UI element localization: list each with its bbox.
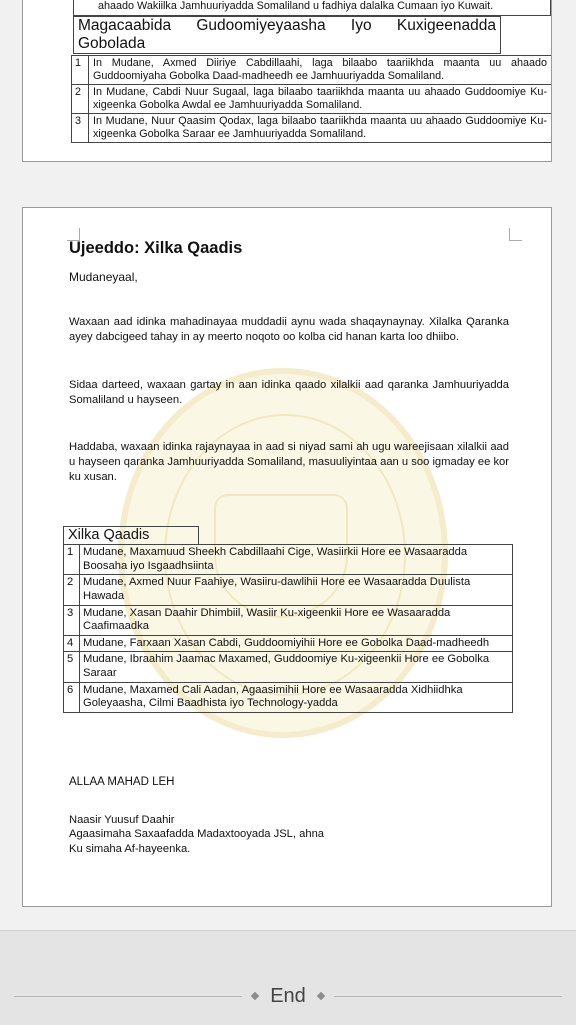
heading-line-2: Gobolada <box>78 35 146 52</box>
row-number: 1 <box>64 545 80 575</box>
table-row <box>64 682 513 712</box>
page-gap <box>0 162 576 207</box>
dismissals-table <box>63 544 513 713</box>
table-row <box>64 605 513 635</box>
table-row <box>72 56 552 85</box>
table-row <box>64 635 513 652</box>
letter-greeting: Mudaneyaal, <box>69 270 138 284</box>
row-text: Mudane, Ibraahim Jaamac Maxamed, Guddoomiye Ku-xigeenkii Hore ee Gobolka Saraar <box>80 652 513 682</box>
row-text: In Mudane, Axmed Diiriye Cabdillaahi, laga bilaabo taariikhda maanta uu ahaado Guddoomiyaha Gobolka Daad-madheedh ee Jamhuuriyadda Somaliland. <box>89 56 552 85</box>
row-number: 6 <box>64 682 80 712</box>
document-page-2 <box>22 207 552 907</box>
row-number: 4 <box>64 635 80 652</box>
end-label: End <box>270 984 306 1007</box>
row-number: 3 <box>64 605 80 635</box>
letter-subject: Ujeeddo: Xilka Qaadis <box>69 239 243 257</box>
diamond-icon <box>317 992 325 1000</box>
diamond-icon <box>251 992 259 1000</box>
row-text: Mudane, Maxamed Cali Aadan, Agaasimihii Hore ee Wasaaradda Xidhiidhka Goleyaasha, Cilmi Baadhista iyo Technology-yadda <box>80 682 513 712</box>
heading-word: Kuxigeenadda <box>396 17 496 34</box>
row-number: 2 <box>72 85 89 114</box>
divider <box>14 996 242 997</box>
appointments-table <box>71 55 552 143</box>
table-row <box>64 652 513 682</box>
end-of-document-bar <box>0 930 576 1025</box>
heading-word: Iyo <box>350 17 372 34</box>
closing-line: ALLAA MAHAD LEH <box>69 775 175 788</box>
divider <box>334 996 562 997</box>
row-text: In Mudane, Nuur Qaasim Qodax, laga bilaabo taariikhda maanta uu ahaado Guddoomiye Ku-xigeenka Gobolka Saraar ee Jamhuuriyadda Somaliland. <box>89 114 552 143</box>
document-page-1 <box>22 0 552 162</box>
row-text: ahaado Wakiilka Jamhuuriyadda Somaliland u fadhiya dalalka Cumaan iyo Kuwait. <box>98 0 494 12</box>
table-row <box>72 114 552 143</box>
row-number: 1 <box>72 56 89 85</box>
section-heading <box>73 16 501 54</box>
row-text: Mudane, Xasan Daahir Dhimbiil, Wasiir Ku-xigeenkii Hore ee Wasaaradda Caafimaadka <box>80 605 513 635</box>
letter-paragraph: Waxaan aad idinka mahadinayaa muddadii aynu wada shaqaynaynay. Xilalka Qaranka ayey dabcigeed tahay in ay meerto noqoto oo kolba cid hanan karta loo dhiibo. <box>69 316 509 343</box>
table-row <box>64 545 513 575</box>
end-marker <box>14 981 562 1011</box>
table-row <box>73 0 551 16</box>
row-number: 2 <box>64 575 80 605</box>
row-text: In Mudane, Cabdi Nuur Sugaal, laga bilaabo taariikhda maanta uu ahaado Guddoomiye Ku-xigeenka Gobolka Awdal ee Jamhuuriyadda Somaliland. <box>89 85 552 114</box>
letter-paragraph: Sidaa darteed, waxaan gartay in aan idinka qaado xilalkii aad qaranka Jamhuuriyadda Somaliland u hayseen. <box>69 379 509 406</box>
signer-role: Ku simaha Af-hayeenka. <box>69 842 191 855</box>
table-row <box>64 575 513 605</box>
row-number: 5 <box>64 652 80 682</box>
table-row <box>72 85 552 114</box>
row-text: Mudane, Farxaan Xasan Cabdi, Guddoomiyihii Hore ee Gobolka Daad-madheedh <box>80 635 513 652</box>
signer-name: Naasir Yuusuf Daahir <box>69 813 175 826</box>
row-text: Mudane, Axmed Nuur Faahiye, Wasiiru-dawlihii Hore ee Wasaaradda Duulista Hawada <box>80 575 513 605</box>
letter-body <box>69 238 509 856</box>
signer-title: Agaasimaha Saxaafadda Madaxtooyada JSL, ahna <box>69 828 325 841</box>
margin-corner-mark <box>509 228 522 241</box>
row-text: Mudane, Maxamuud Sheekh Cabdillaahi Cige, Wasiirkii Hore ee Wasaaradda Boosaha iyo Isgaadhsiinta <box>80 545 513 575</box>
heading-word: Magacaabida <box>78 17 172 34</box>
heading-word: Gudoomiyeyaasha <box>196 17 326 34</box>
letter-paragraph: Haddaba, waxaan idinka rajaynayaa in aad si niyad sami ah ugu wareejisaan xilalkii aad u hayseen qaranka Jamhuuriyadda Somaliland, masuuliyintaa aan u soo igmaday ee kor ku xusan. <box>69 441 509 483</box>
table-title: Xilka Qaadis <box>63 526 199 544</box>
signature-block <box>69 813 509 856</box>
row-number: 3 <box>72 114 89 143</box>
